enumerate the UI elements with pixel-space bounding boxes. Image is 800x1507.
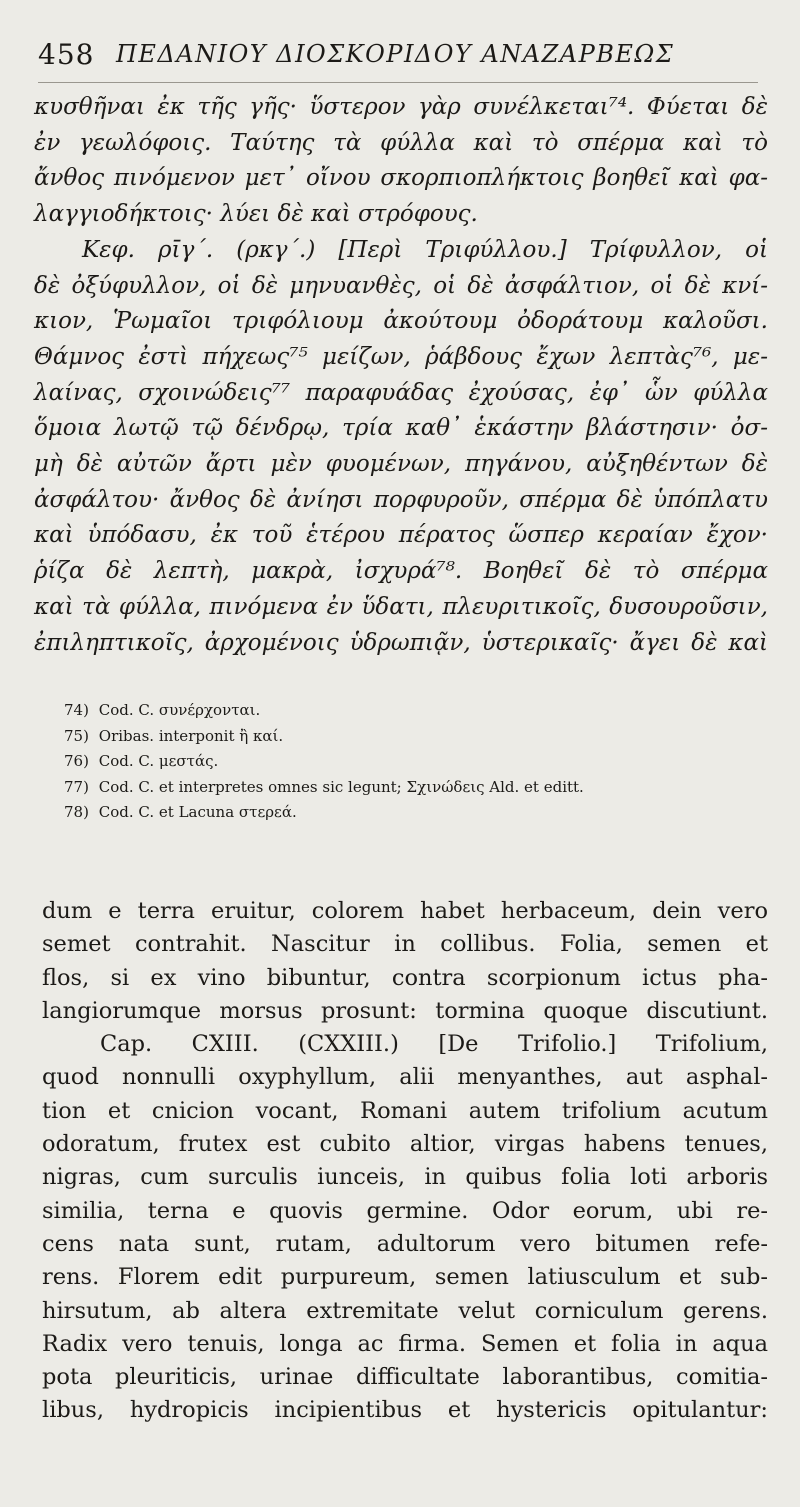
latin-line: similia, terna e quovis germine. Odor eorum, ubi re- bbox=[42, 1197, 768, 1224]
page-header bbox=[38, 34, 758, 83]
footnote bbox=[64, 724, 764, 750]
latin-line: nigras, cum surculis iunceis, in quibus folia loti arboris bbox=[42, 1164, 768, 1191]
footnote-text: Oribas. interponit ἢ καί. bbox=[98, 726, 284, 745]
footnote bbox=[64, 775, 764, 801]
latin-line: odoratum, frutex est cubito altior, virgas habens tenues, bbox=[42, 1131, 768, 1158]
greek-line: ἄνθος πινόμενον μετ᾽ οἴνου σκορπιοπλήκτοις βοηθεῖ καὶ φα- bbox=[34, 165, 768, 192]
greek-line: ὅμοια λωτῷ τῷ δένδρῳ, τρία καθ᾽ ἑκάστην βλάστησιν· ὀσ- bbox=[34, 415, 768, 442]
latin-line: quod nonnulli oxyphyllum, alii menyanthes, aut asphal- bbox=[42, 1064, 768, 1091]
footnote-text: Cod. C. συνέρχονται. bbox=[98, 701, 261, 719]
page-number: 458 bbox=[38, 38, 95, 71]
footnotes bbox=[64, 698, 764, 826]
latin-line: semet contrahit. Nascitur in collibus. Folia, semen et bbox=[42, 931, 768, 958]
footnote-number: 78) bbox=[64, 803, 89, 822]
latin-line: dum e terra eruitur, colorem habet herbaceum, dein vero bbox=[42, 898, 768, 924]
footnote-text: Cod. C. et interpretes omnes sic legunt; Σχινώδεις Ald. et editt. bbox=[98, 777, 584, 796]
latin-line: cens nata sunt, rutam, adultorum vero bitumen refe- bbox=[42, 1230, 768, 1257]
greek-line: κιον, Ῥωμαῖοι τριφόλιουμ ἀκούτουμ ὀδοράτουμ καλοῦσι. bbox=[34, 308, 768, 335]
footnote-number: 74) bbox=[64, 701, 89, 719]
greek-text-block bbox=[34, 90, 768, 661]
footnote bbox=[64, 800, 764, 826]
greek-line: λαγγιοδήκτοις· λύει δὲ καὶ στρόφους. bbox=[34, 201, 478, 228]
latin-line: rens. Florem edit purpureum, semen latiusculum et sub- bbox=[42, 1264, 768, 1291]
latin-line: hirsutum, ab altera extremitate velut corniculum gerens. bbox=[42, 1297, 768, 1324]
latin-line: langiorumque morsus prosunt: tormina quoque discutiunt. bbox=[42, 997, 768, 1024]
greek-chapter-heading-line: Κεφ. ρῑγ΄. (ρκγ΄.) [Περὶ Τριφύλλου.] Τρίφυλλον, οἱ bbox=[82, 236, 768, 263]
footnote-number: 77) bbox=[64, 777, 89, 796]
greek-line: μὴ δὲ αὐτῶν ἄρτι μὲν φυομένων, πηγάνου, αὐξηθέντων δὲ bbox=[34, 451, 768, 478]
latin-line: Radix vero tenuis, longa ac firma. Semen et folia in aqua bbox=[42, 1330, 768, 1357]
footnote-text: Cod. C. μεστάς. bbox=[98, 752, 219, 771]
greek-line: καὶ ὑπόδασυ, ἐκ τοῦ ἑτέρου πέρατος ὥσπερ κεραίαν ἔχον· bbox=[34, 522, 768, 549]
greek-line: ἐπιληπτικοῖς, ἀρχομένοις ὑδρωπιᾷν, ὑστερικαῖς· ἄγει δὲ καὶ bbox=[34, 629, 768, 656]
greek-line: ῥίζα δὲ λεπτὴ, μακρὰ, ἰσχυρά⁷⁸. Βοηθεῖ δὲ τὸ σπέρμα bbox=[34, 558, 768, 585]
greek-line: Θάμνος ἐστὶ πήχεως⁷⁵ μείζων, ῥάβδους ἔχων λεπτὰς⁷⁶, με- bbox=[34, 343, 768, 370]
greek-line: κυσθῆναι ἐκ τῆς γῆς· ὕστερον γὰρ συνέλκεται⁷⁴. Φύεται δὲ bbox=[34, 94, 768, 120]
greek-line: ἀσφάλτου· ἄνθος δὲ ἀνίησι πορφυροῦν, σπέρμα δὲ ὑπόπλατυ bbox=[34, 486, 768, 513]
footnote-text: Cod. C. et Lacuna στερεά. bbox=[98, 803, 297, 822]
greek-line: δὲ ὀξύφυλλον, οἱ δὲ μηνυανθὲς, οἱ δὲ ἀσφάλτιον, οἱ δὲ κνί- bbox=[34, 272, 768, 299]
footnote bbox=[64, 698, 764, 724]
latin-line: tion et cnicion vocant, Romani autem trifolium acutum bbox=[42, 1097, 768, 1124]
footnote bbox=[64, 749, 764, 775]
latin-line: libus, hydropicis incipientibus et hystericis opitulantur: bbox=[42, 1397, 768, 1424]
latin-line: pota pleuriticis, urinae difficultate laborantibus, comitia- bbox=[42, 1364, 768, 1391]
greek-line: ἐν γεωλόφοις. Ταύτης τὰ φύλλα καὶ τὸ σπέρμα καὶ τὸ bbox=[34, 129, 768, 156]
greek-line: καὶ τὰ φύλλα, πινόμενα ἐν ὕδατι, πλευριτικοῖς, δυσουροῦσιν, bbox=[34, 593, 768, 620]
latin-text-block bbox=[42, 895, 768, 1428]
latin-chapter-heading-line: Cap. CXIII. (CXXIII.) [De Trifolio.] Trifolium, bbox=[100, 1031, 768, 1058]
greek-line: λαίνας, σχοινώδεις⁷⁷ παραφυάδας ἐχούσας, ἐφ᾽ ὧν φύλλα bbox=[34, 379, 768, 406]
running-title: ΠΕΔΑΝΙΟΥ ΔΙΟΣΚΟΡΙΔΟΥ ΑΝΑΖΑΡΒΕΩΣ bbox=[116, 40, 675, 68]
footnote-number: 75) bbox=[64, 726, 89, 745]
latin-line: flos, si ex vino bibuntur, contra scorpionum ictus pha- bbox=[42, 964, 768, 991]
footnote-number: 76) bbox=[64, 752, 89, 771]
